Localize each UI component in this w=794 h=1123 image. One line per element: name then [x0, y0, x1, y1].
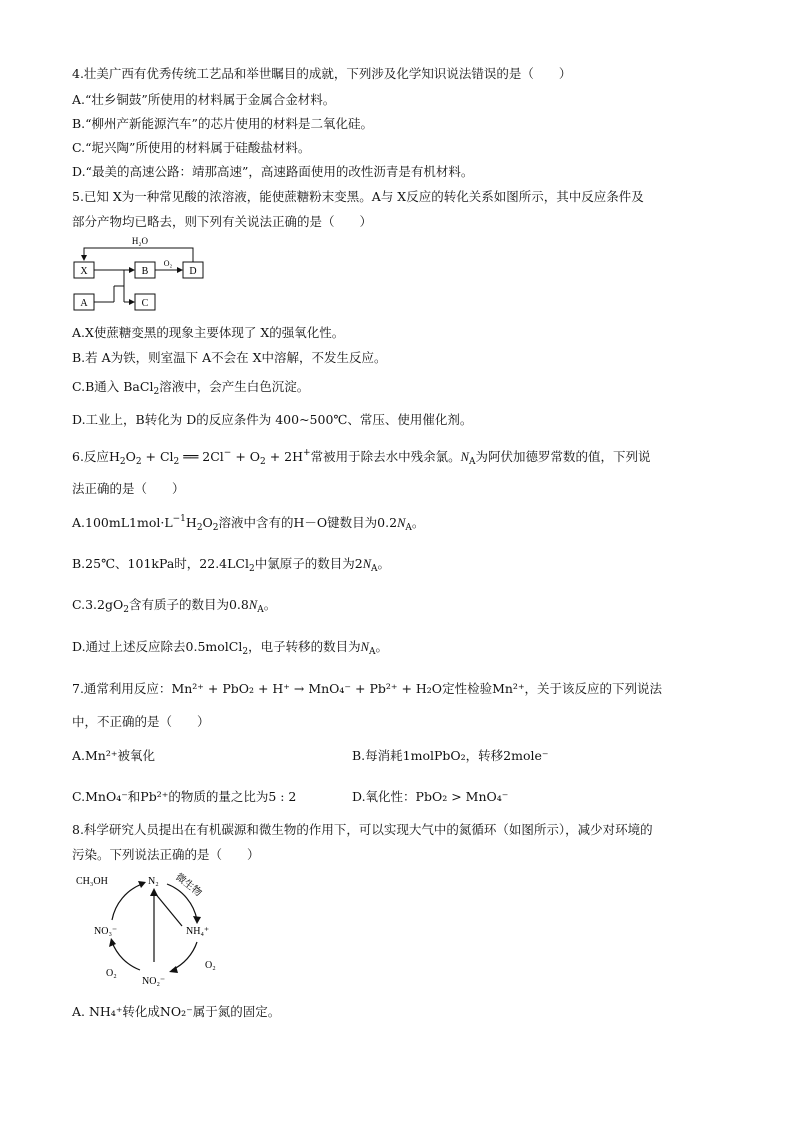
label-nh4: NH₄⁺	[186, 926, 210, 937]
q4-option-c: C.“坭兴陶”所使用的材料属于硅酸盐材料。	[72, 140, 311, 155]
q7-option-c: C.MnO₄⁻和Pb²⁺的物质的量之比为5 : 2	[72, 789, 297, 804]
label-ch3oh: CH₃OH	[76, 876, 108, 887]
q5-option-d: D.工业上，B转化为 D的反应条件为 400~500℃、常压、使用催化剂。	[72, 412, 473, 427]
diagram-box-x: X	[80, 266, 88, 277]
q4-stem: 4.壮美广西有优秀传统工艺品和举世瞩目的成就，下列涉及化学知识说法错误的是（ ）	[72, 66, 572, 81]
diagram-box-d: D	[189, 266, 197, 277]
diagram-label-h2o: H₂O	[131, 236, 149, 246]
q6-stem-line1: 6.反应$H_2O_2 + Cl_2$ ══ $2Cl^- + O_2 + 2H^+$常被用于除去水中残余氯。$N_A$为阿伏加德罗常数的值，下列说	[72, 448, 651, 467]
q7-option-a: A.Mn²⁺被氧化	[72, 748, 155, 763]
label-n2: N₂	[148, 876, 159, 887]
q6-option-b: B.25℃、101kPa时，22.4LCl$_2$中氯原子的数目为$2N_A$。	[72, 556, 391, 574]
q5-option-a: A.X使蔗糖变黑的现象主要体现了 X的强氧化性。	[72, 325, 345, 340]
q4-option-b: B.“柳州产新能源汽车”的芯片使用的材料是二氧化硅。	[72, 116, 373, 131]
q6-option-c: $C.3.2gO_2$含有质子的数目为$0.8N_A$。	[72, 597, 277, 615]
q8-option-a: A. NH₄⁺转化成NO₂⁻属于氮的固定。	[72, 1004, 281, 1019]
label-o2-right: O₂	[205, 960, 216, 971]
diagram-box-a: A	[80, 298, 88, 309]
q8-stem-line1: 8.科学研究人员提出在有机碳源和微生物的作用下，可以实现大气中的氮循环（如图所示），减少对环境的	[72, 822, 653, 837]
q6-stem-line2: 法正确的是（ ）	[72, 481, 185, 496]
q7-equation: Mn²⁺ + PbO₂ + H⁺ → MnO₄⁻ + Pb²⁺ + H₂O	[171, 681, 443, 696]
q6-equation: $H_2O_2 + Cl_2$ ══ $2Cl^- + O_2 + 2H^+$	[108, 448, 311, 467]
label-microbe: 微生物	[173, 872, 204, 899]
q7-stem-line1: 7.通常利用反应：Mn²⁺ + PbO₂ + H⁺ → MnO₄⁻ + Pb²⁺ + H₂O定性检验Mn²⁺，关于该反应的下列说法	[72, 681, 663, 696]
diagram-box-c: C	[141, 298, 149, 309]
q5-option-c: C.B通入 BaCl$_2$溶液中，会产生白色沉淀。	[72, 379, 310, 397]
q4-option-d: D.“最美的高速公路：靖那高速”，高速路面使用的改性沥青是有机材料。	[72, 164, 474, 179]
q8-stem-line2: 污染。下列说法正确的是（ ）	[72, 847, 260, 862]
label-no2: NO₂⁻	[142, 976, 166, 987]
q7-option-d: D.氧化性：PbO₂ > MnO₄⁻	[352, 789, 509, 804]
q5-option-b: B.若 A为铁，则室温下 A不会在 X中溶解，不发生反应。	[72, 350, 387, 365]
q7-stem-line2: 中，不正确的是（ ）	[72, 714, 210, 729]
label-no3: NO₃⁻	[94, 926, 118, 937]
q4-option-a: A.“壮乡铜鼓”所使用的材料属于金属合金材料。	[72, 92, 336, 107]
q6-option-a: $A.100mL1mol\cdot L^{-1}H_2O_2$溶液中含有的H－O键数目为$0.2N_A$。	[72, 514, 425, 533]
diagram-label-o2: O₂	[163, 259, 173, 268]
diagram-box-b: B	[141, 266, 149, 277]
label-o2-left: O₂	[106, 968, 117, 979]
q5-stem-line2: 部分产物均已略去，则下列有关说法正确的是（ ）	[72, 214, 373, 229]
q5-reaction-diagram	[72, 232, 222, 317]
q5-stem-line1: 5.已知 X为一种常见酸的浓溶液，能使蔗糖粉末变黑。A与 X反应的转化关系如图所示，其中反应条件及	[72, 189, 644, 204]
q7-option-b: B.每消耗1molPbO₂，转移2mole⁻	[352, 748, 549, 763]
q6-option-d: D.通过上述反应除去0.5molCl$_2$，电子转移的数目为$N_A$。	[72, 639, 388, 657]
q8-nitrogen-cycle-diagram	[72, 872, 232, 987]
